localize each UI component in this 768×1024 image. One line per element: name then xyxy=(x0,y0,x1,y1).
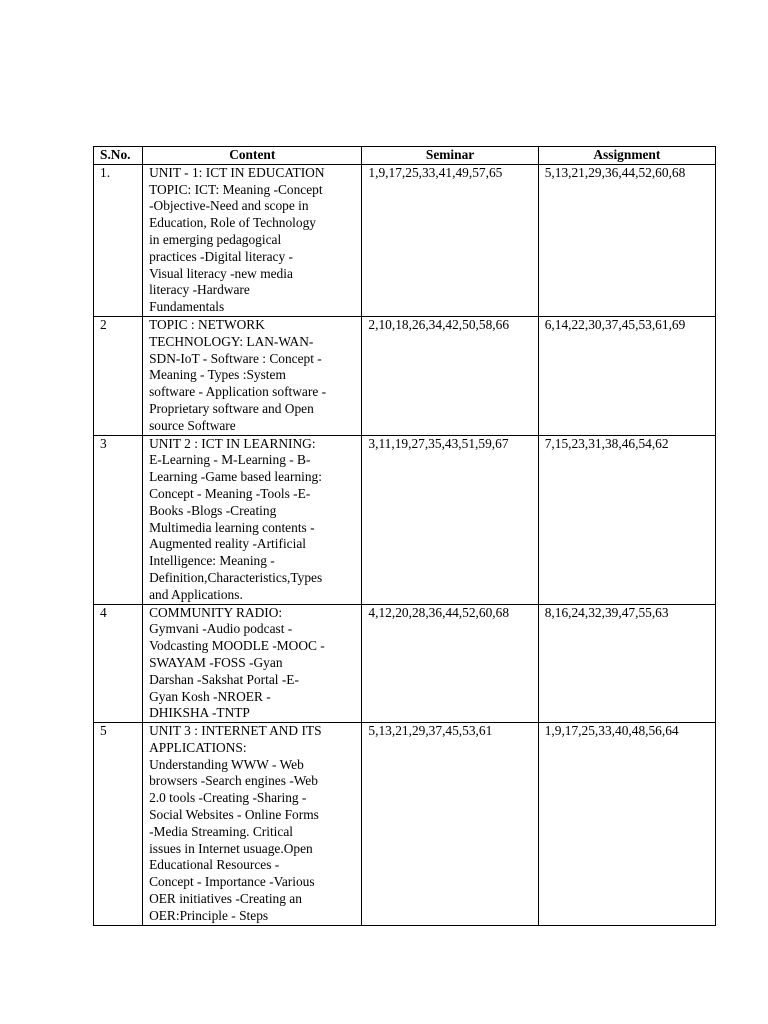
cell-content: COMMUNITY RADIO: Gymvani -Audio podcast - Vodcasting MOODLE -MOOC - SWAYAM -FOSS -Gyan Darshan -Sakshat Portal -E- Gyan Kosh -NROER - DHIKSHA -TNTP xyxy=(143,604,362,723)
table-row xyxy=(94,435,716,604)
header-sno: S.No. xyxy=(94,147,143,165)
table-header-row xyxy=(94,147,716,165)
cell-sno: 1. xyxy=(94,164,143,316)
cell-assignment: 6,14,22,30,37,45,53,61,69 xyxy=(538,316,715,435)
cell-seminar: 5,13,21,29,37,45,53,61 xyxy=(362,723,538,926)
header-assignment: Assignment xyxy=(538,147,715,165)
table-row xyxy=(94,723,716,926)
cell-content: UNIT - 1: ICT IN EDUCATION TOPIC: ICT: Meaning -Concept -Objective-Need and scope in Education, Role of Technology in emerging pedagogical practices -Digital literacy - Visual literacy -new media literacy -Hardware Fundamentals xyxy=(143,164,362,316)
cell-content: TOPIC : NETWORK TECHNOLOGY: LAN-WAN- SDN-IoT - Software : Concept - Meaning - Types :System software - Application software - Proprietary software and Open source Software xyxy=(143,316,362,435)
cell-content: UNIT 2 : ICT IN LEARNING: E-Learning - M-Learning - B- Learning -Game based learning: Concept - Meaning -Tools -E- Books -Blogs -Creating Multimedia learning contents - Augmented reality -Artificial Intelligence: Meaning - Definition,Characteristics,Types and Applications. xyxy=(143,435,362,604)
cell-assignment: 8,16,24,32,39,47,55,63 xyxy=(538,604,715,723)
cell-seminar: 3,11,19,27,35,43,51,59,67 xyxy=(362,435,538,604)
table-row xyxy=(94,604,716,723)
cell-assignment: 7,15,23,31,38,46,54,62 xyxy=(538,435,715,604)
syllabus-table xyxy=(93,146,716,926)
cell-assignment: 1,9,17,25,33,40,48,56,64 xyxy=(538,723,715,926)
header-seminar: Seminar xyxy=(362,147,538,165)
cell-seminar: 1,9,17,25,33,41,49,57,65 xyxy=(362,164,538,316)
cell-sno: 4 xyxy=(94,604,143,723)
cell-sno: 5 xyxy=(94,723,143,926)
header-content: Content xyxy=(143,147,362,165)
cell-sno: 2 xyxy=(94,316,143,435)
table-row xyxy=(94,164,716,316)
cell-sno: 3 xyxy=(94,435,143,604)
table-row xyxy=(94,316,716,435)
cell-seminar: 4,12,20,28,36,44,52,60,68 xyxy=(362,604,538,723)
cell-assignment: 5,13,21,29,36,44,52,60,68 xyxy=(538,164,715,316)
cell-content: UNIT 3 : INTERNET AND ITS APPLICATIONS: Understanding WWW - Web browsers -Search engines -Web 2.0 tools -Creating -Sharing - Social Websites - Online Forms -Media Streaming. Critical issues in Internet usuage.Open Educational Resources - Concept - Importance -Various OER initiatives -Creating an OER:Principle - Steps xyxy=(143,723,362,926)
cell-seminar: 2,10,18,26,34,42,50,58,66 xyxy=(362,316,538,435)
